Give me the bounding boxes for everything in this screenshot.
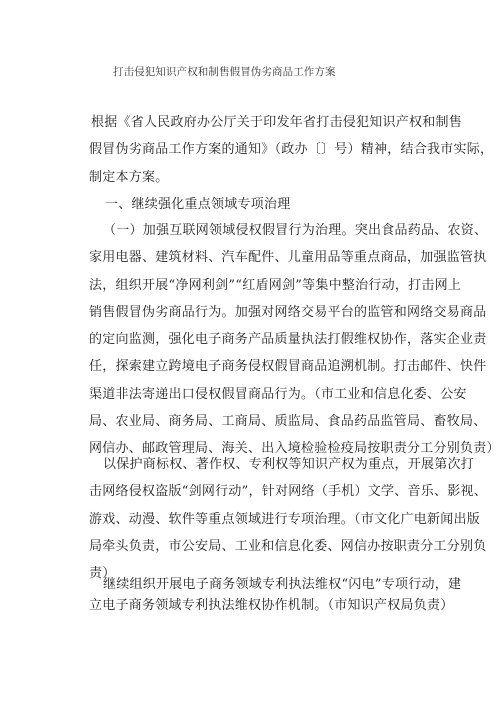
text-line: 任，探索建立跨境电子商务侵权假冒商品追溯机制。打击邮件、快件: [89, 359, 487, 375]
paragraph-patent-action: [89, 574, 462, 616]
text-line: 家用电器、建筑材料、汽车配件、儿童用品等重点商品，加强监管执: [89, 250, 487, 266]
text-line: 继续组织开展电子商务领域专利执法维权“闪电”专项行动，建: [103, 577, 462, 592]
text-line: 根据《省人民政府办公厅关于印发年省打击侵犯知识产权和制售: [91, 115, 463, 130]
text-line: 法，组织开展“净网利剑”“红盾网剑”等集中整治行动，打击网上: [89, 277, 462, 293]
text-line: （一）加强互联网领域侵权假冒行为治理。突出食品药品、农资、: [103, 223, 488, 238]
text-line: 销售假冒伪劣商品行为。加强对网络交易平台的监管和网络交易商品: [89, 304, 487, 320]
text-line: 制定本方案。: [89, 169, 169, 185]
text-line: 责）: [89, 566, 116, 582]
intro-paragraph: [89, 109, 494, 191]
text-line: 游戏、动漫、软件等重点领域进行专项治理。（市文化广电新闻出版: [89, 511, 481, 527]
section-heading: [105, 195, 291, 215]
document-title: 打击侵犯知识产权和制售假冒伪劣商品工作方案: [113, 66, 336, 78]
text-line: 立电子商务领域专利执法维权协作机制。（市知识产权局负责）: [89, 598, 454, 613]
text-line: 网信办、邮政管理局、海关、出入境检验检疫局按职责分工分别负责）: [89, 441, 500, 457]
text-line: 假冒伪劣商品工作方案的通知》（政办〔〕号）精神，结合我市实际，: [89, 142, 494, 158]
paragraph-copyright-action: [89, 451, 488, 587]
text-line: 以保护商标权、著作权、专利权等知识产权为重点，开展第次打: [103, 457, 475, 472]
text-line: 击网络侵权盗版“剑网行动”，针对网络（手机）文学、音乐、影视、: [89, 484, 488, 500]
text-line: 局牵头负责，市公安局、工业和信息化委、网信办按职责分工分别负: [89, 538, 487, 554]
text-line: 的定向监测，强化电子商务产品质量执法打假维权协作，落实企业责: [89, 332, 487, 348]
paragraph-internet-enforcement: [89, 217, 500, 463]
heading-text: 一、继续强化重点领域专项治理: [105, 197, 291, 212]
text-line: 渠道非法寄递出口侵权假冒商品行为。（市工业和信息化委、公安: [89, 386, 467, 402]
text-line: 局、农业局、商务局、工商局、质监局、食品药品监管局、畜牧局、: [89, 414, 487, 430]
